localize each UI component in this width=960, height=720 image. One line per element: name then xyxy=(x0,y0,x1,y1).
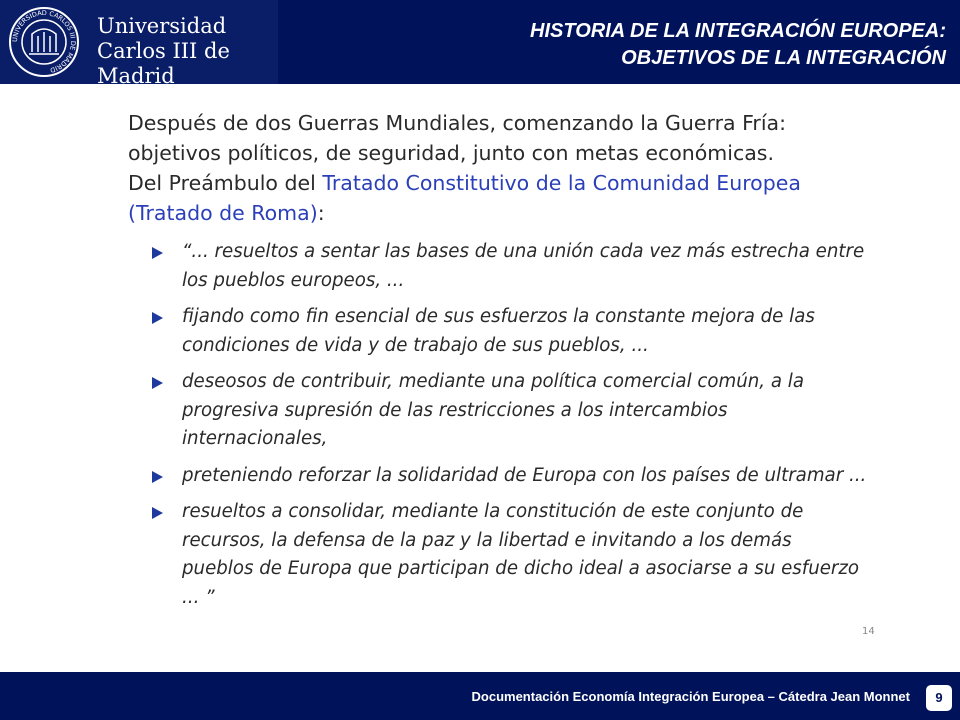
title-line2: OBJETIVOS DE LA INTEGRACIÓN xyxy=(621,47,946,69)
list-item-text: deseosos de contribuir, mediante una política comercial común, a la progresiva supresión de las restricciones a los intercambios internacionales, xyxy=(182,371,804,449)
university-name-line2: Carlos III de Madrid xyxy=(97,39,230,88)
bullet-arrow-icon xyxy=(152,377,163,389)
list-item xyxy=(128,368,868,454)
preamble-list xyxy=(128,238,868,612)
title-line1: HISTORIA DE LA INTEGRACIÓN EUROPEA: xyxy=(530,20,946,42)
list-item xyxy=(128,303,868,360)
slide-title xyxy=(530,18,946,72)
intro-text xyxy=(128,108,868,228)
footer-bar xyxy=(0,672,960,720)
university-logo xyxy=(0,0,278,88)
footer-text: Documentación Economía Integración Europea – Cátedra Jean Monnet xyxy=(471,689,910,704)
bullet-arrow-icon xyxy=(152,471,163,483)
university-name-line1: Universidad xyxy=(97,14,227,38)
bullet-arrow-icon xyxy=(152,507,163,519)
list-item-text: fijando como fin esencial de sus esfuerzos la constante mejora de las condiciones de vida y de trabajo de sus pueblos, ... xyxy=(182,306,815,356)
intro-line3-prefix: Del Preámbulo del xyxy=(128,171,323,195)
intro-line2: objetivos políticos, de seguridad, junto con metas económicas. xyxy=(128,141,774,165)
page-number: 9 xyxy=(926,685,952,711)
bullet-arrow-icon xyxy=(152,247,163,259)
list-item xyxy=(128,498,868,612)
list-item-text: “... resueltos a sentar las bases de una unión cada vez más estrecha entre los pueblos europeos, ... xyxy=(182,241,865,291)
university-seal-icon xyxy=(8,6,80,78)
list-item xyxy=(128,238,868,295)
university-name xyxy=(97,14,278,89)
treaty-link[interactable]: Tratado Constitutivo de la Comunidad Europea (Tratado de Roma) xyxy=(128,171,801,225)
slide-content xyxy=(128,108,868,620)
embedded-page-mark: 14 xyxy=(862,626,875,637)
list-item xyxy=(128,462,868,491)
bullet-arrow-icon xyxy=(152,312,163,324)
list-item-text: preteniendo reforzar la solidaridad de Europa con los países de ultramar ... xyxy=(182,464,867,486)
intro-line1: Después de dos Guerras Mundiales, comenzando la Guerra Fría: xyxy=(128,111,787,135)
intro-suffix: : xyxy=(317,201,325,225)
header-bar xyxy=(0,0,960,88)
seal-text: UNIVERSIDAD CARLOS III DE MADRID xyxy=(10,8,78,75)
list-item-text: resueltos a consolidar, mediante la constitución de este conjunto de recursos, la defensa de la paz y la libertad e invitando a los demás pueblos de Europa que participan de dicho ideal a asociarse a su esfuerzo ... ” xyxy=(182,501,860,608)
